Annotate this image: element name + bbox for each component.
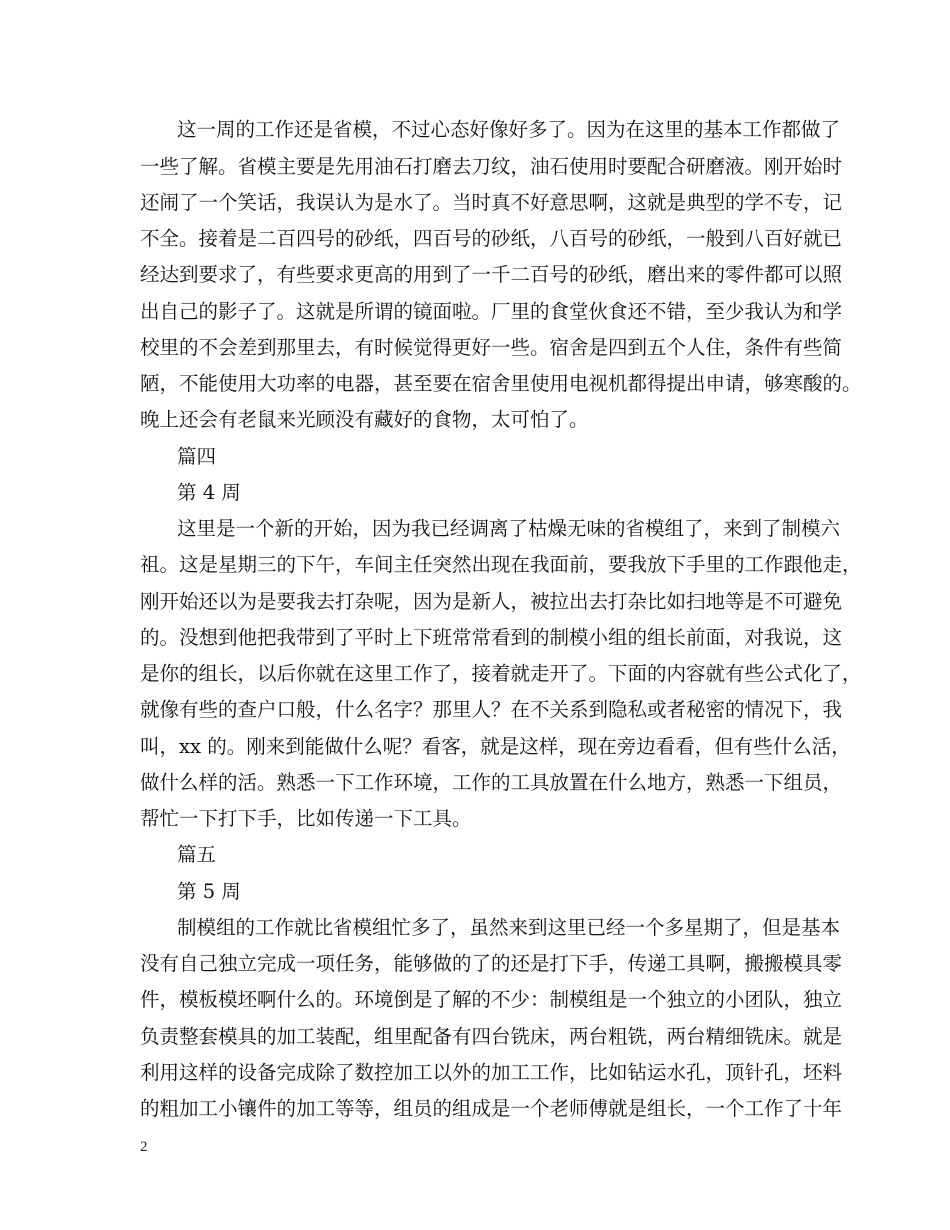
section-heading: 篇五 [177,843,217,866]
text-line: 一些了解。省模主要是先用油石打磨去刀纹，油石使用时要配合研磨液。刚开始时 [140,155,843,178]
text-line: 负责整套模具的加工装配，组里配备有四台铣床，两台粗铣，两台精细铣床。就是 [140,1025,843,1048]
text-line: 经达到要求了，有些要求更高的用到了一千二百号的砂纸，磨出来的零件都可以照 [140,263,843,286]
text-line: 就像有些的查户口般，什么名字？那里人？在不关系到隐私或者秘密的情况下，我 [140,698,843,721]
section-heading: 篇四 [177,445,217,468]
text-line: 祖。这是星期三的下午，车间主任突然出现在我面前，要我放下手里的工作跟他走， [140,553,862,576]
text-line: 还闹了一个笑话，我误认为是水了。当时真不好意思啊，这就是典型的学不专，记 [140,191,843,214]
text-line: 这一周的工作还是省模，不过心态好像好多了。因为在这里的基本工作都做了 [177,118,841,141]
text-line: 叫，xx 的。刚来到能做什么呢？看客，就是这样，现在旁边看看，但有些什么活， [140,735,851,758]
week-heading: 第 5 周 [177,880,241,903]
page-number: 2 [140,1139,148,1155]
week-heading: 第 4 周 [177,481,241,504]
text-line: 利用这样的设备完成除了数控加工以外的加工工作，比如钻运水孔，顶针孔，坯料 [140,1061,843,1084]
text-line: 的粗加工小镶件的加工等等，组员的组成是一个老师傅就是组长，一个工作了十年 [140,1097,843,1120]
text-line: 的。没想到他把我带到了平时上下班常常看到的制模小组的组长前面，对我说，这 [140,626,843,649]
text-line: 是你的组长，以后你就在这里工作了，接着就走开了。下面的内容就有些公式化了， [140,662,862,685]
text-line: 出自己的影子了。这就是所谓的镜面啦。厂里的食堂伙食还不错，至少我认为和学 [140,300,843,323]
text-line: 不全。接着是二百四号的砂纸，四百号的砂纸，八百号的砂纸，一般到八百好就已 [140,227,843,250]
text-line: 帮忙一下打下手，比如传递一下工具。 [140,807,472,830]
text-line: 做什么样的活。熟悉一下工作环境，工作的工具放置在什么地方，熟悉一下组员， [140,771,843,794]
text-line: 这里是一个新的开始，因为我已经调离了枯燥无味的省模组了，来到了制模六 [177,517,841,540]
text-line: 刚开始还以为是要我去打杂呢，因为是新人，被拉出去打杂比如扫地等是不可避免 [140,590,843,613]
text-line: 陋，不能使用大功率的电器，甚至要在宿舍里使用电视机都得提出申请，够寒酸的。 [140,372,862,395]
text-line: 晚上还会有老鼠来光顾没有藏好的食物，太可怕了。 [140,408,589,431]
text-line: 件，模板模坯啊什么的。环境倒是了解的不少：制模组是一个独立的小团队，独立 [140,988,843,1011]
text-line: 制模组的工作就比省模组忙多了，虽然来到这里已经一个多星期了，但是基本 [177,916,841,939]
text-line: 没有自己独立完成一项任务，能够做的了的还是打下手，传递工具啊，搬搬模具零 [140,952,843,975]
text-line: 校里的不会差到那里去，有时候觉得更好一些。宿舍是四到五个人住，条件有些简 [140,336,843,359]
